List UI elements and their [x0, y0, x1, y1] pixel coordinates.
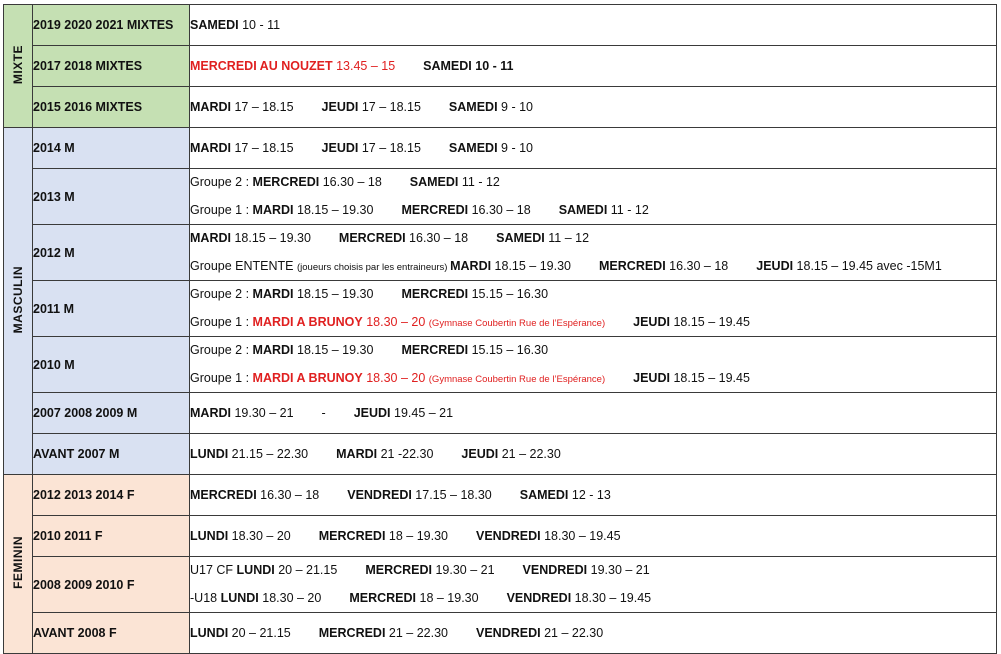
schedule-cell	[190, 557, 997, 613]
time-range: 18 – 19.30	[385, 529, 448, 543]
group-prefix: Groupe 1 :	[190, 370, 253, 385]
table-row	[4, 557, 997, 613]
schedule-slot	[190, 5, 280, 45]
schedule-slot	[190, 613, 291, 653]
day-label: MARDI	[252, 343, 294, 357]
day-label: LUNDI	[190, 447, 229, 461]
day-label: JEUDI	[461, 447, 499, 461]
day-label: MERCREDI	[599, 258, 666, 273]
schedule-slot	[322, 128, 421, 168]
schedule-slot	[319, 613, 448, 653]
day-label: VENDREDI	[476, 529, 541, 543]
group-prefix: -	[321, 406, 326, 420]
table-row	[4, 337, 997, 393]
time-range: 18.15 – 19.30	[293, 287, 374, 301]
schedule-cell	[190, 434, 997, 475]
time-range: 21 -22.30	[377, 447, 434, 461]
time-range: 10 - 11	[238, 18, 281, 32]
time-range: 9 - 10	[497, 100, 533, 114]
day-label: MARDI A BRUNOY	[252, 314, 363, 329]
schedule-line	[190, 434, 996, 474]
table-row	[4, 281, 997, 337]
schedule-slot	[496, 225, 589, 253]
time-range: 19.30 – 21	[431, 563, 495, 577]
time-range: 9 - 10	[497, 141, 533, 155]
day-label: LUNDI	[190, 626, 229, 640]
day-label: MERCREDI	[401, 202, 469, 217]
group-prefix: Groupe 1 :	[190, 202, 253, 217]
schedule-slot	[190, 516, 291, 556]
time-range: 16.30 – 18	[405, 231, 469, 245]
group-prefix: Groupe 2 :	[190, 175, 253, 189]
day-label: LUNDI	[236, 563, 275, 577]
schedule-line	[190, 337, 996, 365]
time-range: 18.30 – 19.45	[540, 529, 621, 543]
group-prefix: U17 CF	[190, 563, 237, 577]
time-range: 19.30 – 21	[230, 406, 294, 420]
schedule-slot	[190, 281, 373, 309]
group-prefix: Groupe 2 :	[190, 287, 253, 301]
schedule-line	[190, 557, 996, 585]
day-label: MERCREDI	[252, 175, 320, 189]
schedule-slot	[190, 197, 373, 225]
schedule-slot	[190, 253, 571, 282]
day-label: MARDI	[190, 231, 231, 245]
category-cell: 2012 2013 2014 F	[33, 475, 190, 516]
group-prefix: Groupe 2 :	[190, 343, 253, 357]
day-label: MERCREDI	[318, 626, 386, 640]
schedule-slot	[190, 337, 373, 365]
table-row	[4, 46, 997, 87]
training-schedule-table	[3, 4, 997, 654]
schedule-slot	[410, 169, 500, 197]
time-range: 18.30 – 20	[228, 529, 291, 543]
schedule-slot	[507, 585, 652, 613]
day-label: MERCREDI	[401, 287, 469, 301]
time-range: 18.15 – 19.30	[230, 231, 311, 245]
day-label: SAMEDI	[448, 141, 498, 155]
day-label: MARDI	[190, 141, 231, 155]
time-range: 15.15 – 16.30	[468, 343, 549, 357]
category-cell: 2012 M	[33, 225, 190, 281]
table-row	[4, 128, 997, 169]
schedule-cell	[190, 5, 997, 46]
time-range: 21 – 22.30	[385, 626, 448, 640]
category-cell: 2010 M	[33, 337, 190, 393]
schedule-line	[190, 169, 996, 197]
schedule-cell	[190, 128, 997, 169]
day-label: JEUDI	[756, 258, 794, 273]
schedule-slot	[449, 87, 533, 127]
table-row	[4, 516, 997, 557]
time-range: 17 – 18.15	[358, 100, 421, 114]
day-label: SAMEDI	[190, 18, 239, 32]
table-row	[4, 393, 997, 434]
time-range: 18.15 – 19.45 avec -15M1	[793, 258, 942, 273]
time-range: 20 – 21.15	[228, 626, 291, 640]
table-row	[4, 87, 997, 128]
time-range: 16.30 – 18	[665, 258, 729, 273]
time-range: 17 – 18.15	[230, 100, 294, 114]
schedule-slot	[322, 393, 326, 433]
schedule-slot	[190, 557, 337, 585]
schedule-slot	[190, 585, 321, 613]
schedule-slot	[423, 46, 513, 86]
day-label: SAMEDI	[496, 231, 545, 245]
day-label: MARDI A BRUNOY	[252, 370, 363, 385]
day-label: VENDREDI	[506, 590, 572, 605]
schedule-cell	[190, 169, 997, 225]
group-prefix: Groupe ENTENTE	[190, 258, 297, 273]
schedule-line	[190, 309, 996, 337]
time-range: 21.15 – 22.30	[228, 447, 309, 461]
time-range: 18.30 – 20	[362, 314, 429, 329]
venue-note: (Gymnase Coubertin Rue de l’Espérance)	[428, 317, 606, 329]
schedule-line	[190, 197, 996, 225]
day-label: JEUDI	[321, 141, 359, 155]
schedule-slot	[520, 475, 611, 515]
day-label: MERCREDI	[338, 231, 406, 245]
day-label: SAMEDI	[423, 59, 472, 73]
schedule-slot	[633, 309, 750, 337]
time-range: 19.45 – 21	[390, 406, 454, 420]
day-label: MARDI	[336, 447, 378, 461]
day-label: MARDI	[252, 202, 294, 217]
schedule-cell	[190, 475, 997, 516]
day-label: JEUDI	[633, 370, 670, 385]
schedule-line	[190, 46, 996, 86]
schedule-line	[190, 128, 996, 168]
schedule-slot	[190, 475, 319, 515]
time-range: 18.15 – 19.30	[293, 202, 374, 217]
time-range: 18.30 – 20	[362, 370, 429, 385]
time-range: 21 – 22.30	[540, 626, 604, 640]
time-range: 11 - 12	[607, 202, 649, 217]
day-label: JEUDI	[633, 314, 670, 329]
category-cell: AVANT 2007 M	[33, 434, 190, 475]
time-range: 11 - 12	[458, 175, 500, 189]
day-label: MARDI	[190, 100, 231, 114]
schedule-cell	[190, 225, 997, 281]
time-range: 17 – 18.15	[358, 141, 421, 155]
table-row	[4, 475, 997, 516]
time-range: 18.30 – 20	[258, 590, 322, 605]
table-row	[4, 434, 997, 475]
schedule-line	[190, 225, 996, 253]
schedule-line	[190, 281, 996, 309]
day-label: MERCREDI	[190, 488, 257, 502]
schedule-slot	[365, 557, 494, 585]
time-range: 17.15 – 18.30	[411, 488, 492, 502]
group-prefix: Groupe 1 :	[190, 314, 253, 329]
time-range: 18.15 – 19.45	[669, 314, 750, 329]
day-label: VENDREDI	[522, 563, 588, 577]
category-cell: 2014 M	[33, 128, 190, 169]
schedule-cell	[190, 337, 997, 393]
schedule-cell	[190, 46, 997, 87]
category-cell: 2008 2009 2010 F	[33, 557, 190, 613]
table-row	[4, 225, 997, 281]
day-label: MARDI	[252, 287, 294, 301]
schedule-slot	[190, 365, 605, 394]
time-range: 18 – 19.30	[416, 590, 479, 605]
day-label: MARDI	[190, 406, 231, 420]
schedule-cell	[190, 87, 997, 128]
day-label: VENDREDI	[347, 488, 412, 502]
category-cell: 2015 2016 MIXTES	[33, 87, 190, 128]
schedule-line	[190, 5, 996, 45]
day-label: SAMEDI	[558, 202, 608, 217]
day-label: MERCREDI	[401, 343, 469, 357]
schedule-line	[190, 585, 996, 613]
group-label-mixte: MIXTE	[4, 5, 33, 128]
schedule-slot	[401, 281, 548, 309]
day-label: LUNDI	[190, 529, 229, 543]
category-cell: 2011 M	[33, 281, 190, 337]
schedule-slot	[190, 46, 395, 86]
time-range: 13.45 – 15	[332, 59, 396, 73]
table-row	[4, 169, 997, 225]
schedule-slot	[347, 475, 492, 515]
category-cell: 2017 2018 MIXTES	[33, 46, 190, 87]
time-range: 19.30 – 21	[587, 563, 650, 577]
schedule-slot	[190, 309, 605, 338]
schedule-slot	[190, 393, 294, 433]
time-range: 18.15 – 19.30	[491, 258, 572, 273]
day-label: MERCREDI AU NOUZET	[190, 59, 333, 73]
schedule-slot	[322, 87, 421, 127]
day-label: MARDI	[450, 258, 492, 273]
category-cell: 2019 2020 2021 MIXTES	[33, 5, 190, 46]
schedule-cell	[190, 613, 997, 654]
schedule-cell	[190, 516, 997, 557]
schedule-slot	[476, 613, 603, 653]
table-row	[4, 5, 997, 46]
category-cell: AVANT 2008 F	[33, 613, 190, 654]
schedule-line	[190, 475, 996, 515]
schedule-line	[190, 613, 996, 653]
group-label-feminin: FEMININ	[4, 475, 33, 654]
schedule-slot	[349, 585, 478, 613]
schedule-slot	[190, 225, 311, 253]
schedule-slot	[756, 253, 942, 281]
day-label: LUNDI	[220, 590, 259, 605]
time-range: 17 – 18.15	[230, 141, 294, 155]
time-range: 16.30 – 18	[319, 175, 382, 189]
time-range: 18.15 – 19.45	[669, 370, 750, 385]
day-label: SAMEDI	[519, 488, 569, 502]
time-range: 18.15 – 19.30	[293, 343, 374, 357]
schedule-slot	[523, 557, 650, 585]
schedule-slot	[190, 169, 382, 197]
schedule-slot	[559, 197, 649, 225]
day-label: VENDREDI	[476, 626, 541, 640]
group-label-masculin: MASCULIN	[4, 128, 33, 475]
time-range: 15.15 – 16.30	[468, 287, 549, 301]
day-label: JEUDI	[353, 406, 391, 420]
schedule-slot	[449, 128, 533, 168]
time-range: 11 – 12	[544, 231, 590, 245]
time-range: 16.30 – 18	[468, 202, 531, 217]
day-label: SAMEDI	[448, 100, 498, 114]
schedule-slot	[461, 434, 560, 474]
schedule-slot	[599, 253, 728, 281]
category-cell: 2007 2008 2009 M	[33, 393, 190, 434]
schedule-slot	[190, 128, 294, 168]
schedule-slot	[336, 434, 433, 474]
time-range: 12 - 13	[568, 488, 611, 502]
schedule-slot	[190, 87, 294, 127]
venue-note: (Gymnase Coubertin Rue de l’Espérance)	[428, 373, 606, 385]
time-range: 18.30 – 19.45	[571, 590, 652, 605]
time-range: 16.30 – 18	[256, 488, 320, 502]
schedule-slot	[190, 434, 308, 474]
table-row	[4, 613, 997, 654]
day-label: MERCREDI	[365, 563, 432, 577]
category-cell: 2010 2011 F	[33, 516, 190, 557]
schedule-slot	[339, 225, 468, 253]
schedule-line	[190, 253, 996, 281]
schedule-cell	[190, 281, 997, 337]
schedule-slot	[319, 516, 448, 556]
group-prefix: -U18	[190, 590, 221, 605]
schedule-slot	[354, 393, 453, 433]
schedule-slot	[401, 197, 530, 225]
schedule-line	[190, 365, 996, 393]
selection-note: (joueurs choisis par les entraineurs)	[296, 261, 451, 273]
schedule-line	[190, 393, 996, 433]
time-range: 10 - 11	[471, 59, 514, 73]
time-range: 20 – 21.15	[274, 563, 338, 577]
schedule-line	[190, 516, 996, 556]
schedule-cell	[190, 393, 997, 434]
schedule-slot	[476, 516, 621, 556]
schedule-slot	[401, 337, 548, 365]
category-cell: 2013 M	[33, 169, 190, 225]
schedule-slot	[633, 365, 750, 393]
time-range: 21 – 22.30	[498, 447, 561, 461]
day-label: JEUDI	[321, 100, 359, 114]
schedule-line	[190, 87, 996, 127]
day-label: MERCREDI	[318, 529, 386, 543]
day-label: MERCREDI	[349, 590, 417, 605]
day-label: SAMEDI	[409, 175, 459, 189]
